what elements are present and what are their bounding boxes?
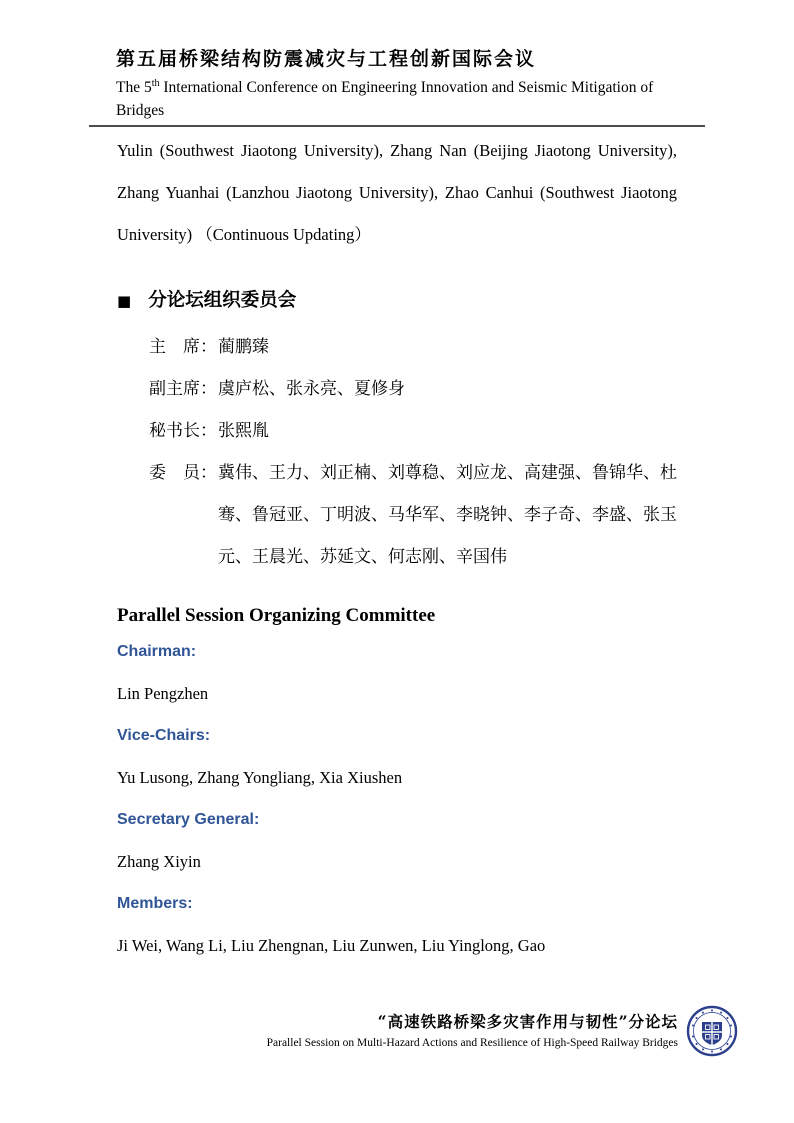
conference-title-zh: 第五届桥梁结构防震减灾与工程创新国际会议 <box>116 48 537 70</box>
role-names-members: Ji Wei, Wang Li, Liu Zhengnan, Liu Zunwen, Liu Yinglong, Gao <box>117 936 546 956</box>
committee-row-members <box>149 452 677 578</box>
ordinal-superscript: th <box>151 78 160 89</box>
row-value: 冀伟、王力、刘正楠、刘尊稳、刘应龙、高建强、鲁锦华、杜骞、鲁冠亚、丁明波、马华军、李晓钟、李子奇、李盛、张玉元、王晨光、苏延文、何志刚、辛国伟 <box>218 463 677 568</box>
group-chairman <box>117 631 677 715</box>
group-members <box>117 883 677 967</box>
committee-row-vice-chairs <box>149 368 677 410</box>
group-secretary-general <box>117 799 677 883</box>
en-committee-heading: Parallel Session Organizing Committee <box>117 605 436 627</box>
role-label-members: Members: <box>117 895 193 913</box>
row-value: 张熙胤 <box>218 421 269 442</box>
page-footer <box>267 1005 738 1057</box>
zh-committee-heading <box>117 287 677 315</box>
role-names-vice-chairs: Yu Lusong, Zhang Yongliang, Xia Xiushen <box>117 768 403 788</box>
footer-session-title-zh: “高速铁路桥梁多灾害作用与韧性”分论坛 <box>377 1012 678 1031</box>
row-label: 委 员： <box>149 463 217 484</box>
role-names-secretary-general: Zhang Xiyin <box>117 852 201 872</box>
role-label-vice-chairs: Vice-Chairs: <box>117 727 211 745</box>
conference-title-en <box>116 72 705 122</box>
group-vice-chairs <box>117 715 677 799</box>
member-list-continuation-paragraph: Yulin (Southwest Jiaotong University), Zhang Nan (Beijing Jiaotong University), Zhang Yuanhai (Lanzhou Jiaotong University), Zhao Canhui (Southwest Jiaotong University) （Continuous Updating） <box>117 141 677 245</box>
footer-session-title-en: Parallel Session on Multi-Hazard Actions and Resilience of High-Speed Railway Bridges <box>266 1037 678 1049</box>
row-value: 蔺鹏臻 <box>218 337 269 358</box>
row-value: 虞庐松、张永亮、夏修身 <box>218 379 405 400</box>
row-label: 主 席： <box>149 337 217 358</box>
square-bullet-icon: ■ <box>117 291 132 310</box>
conference-title-en-suffix: International Conference on Engineering Innovation and Seismic Mitigation of Bridges <box>116 79 654 120</box>
document-body <box>117 130 677 967</box>
page-header <box>89 46 705 127</box>
university-seal-icon <box>686 1005 738 1057</box>
en-committee-groups <box>117 631 677 967</box>
role-label-secretary-general: Secretary General: <box>117 811 260 829</box>
conference-title-en-prefix: The 5 <box>116 79 152 97</box>
zh-committee-heading-label: 分论坛组织委员会 <box>148 290 297 312</box>
footer-text <box>267 1010 678 1052</box>
role-names-chairman: Lin Pengzhen <box>117 684 209 704</box>
committee-row-secretary <box>149 410 677 452</box>
committee-row-chairman <box>149 326 677 368</box>
row-label: 秘书长： <box>149 421 217 442</box>
zh-committee-rows <box>149 326 677 578</box>
row-label: 副主席： <box>149 379 217 400</box>
role-label-chairman: Chairman: <box>117 643 197 661</box>
